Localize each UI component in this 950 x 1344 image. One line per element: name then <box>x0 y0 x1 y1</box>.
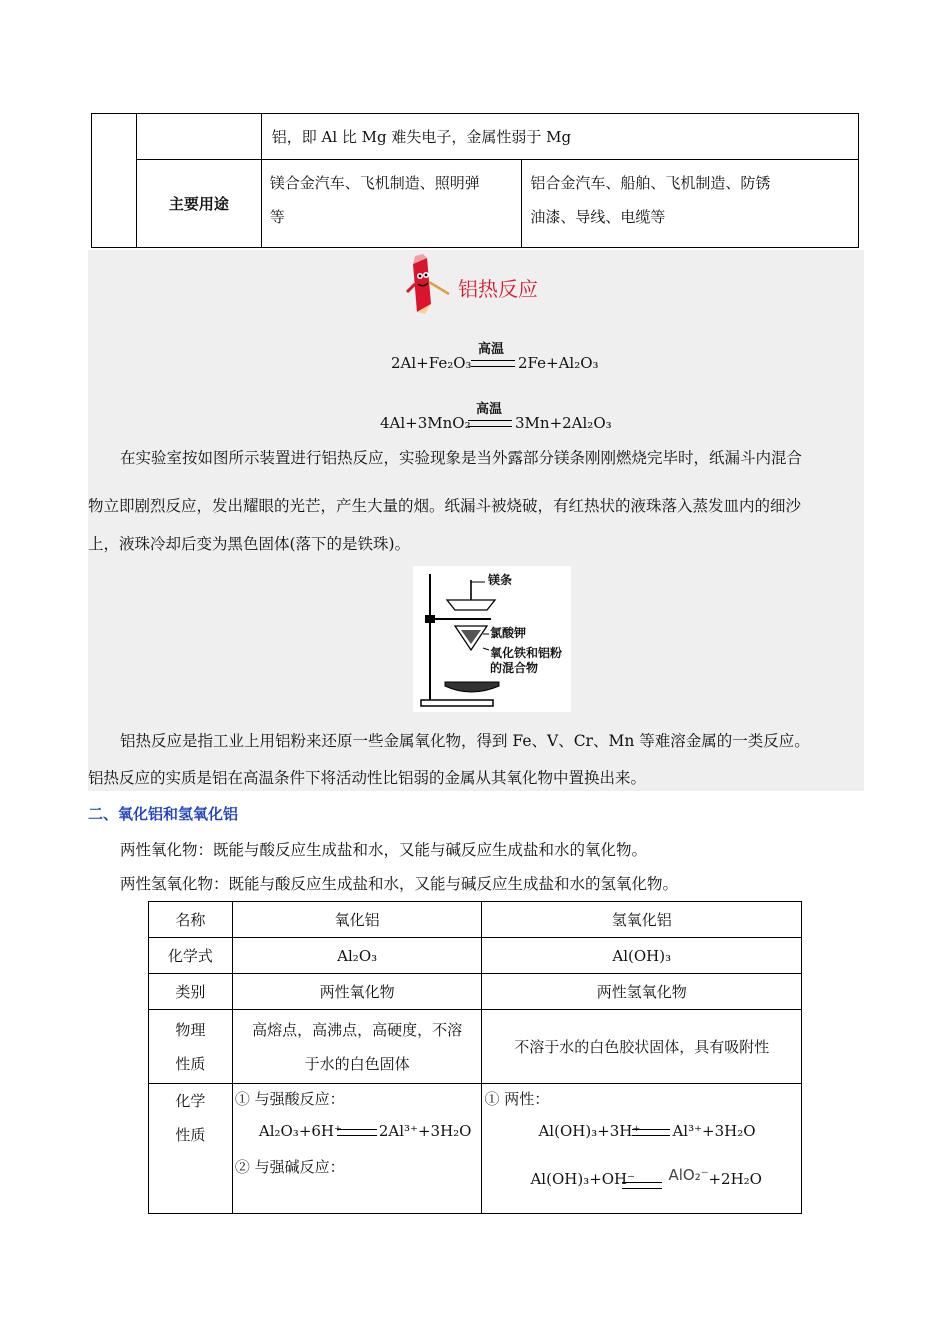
equals-sign <box>632 1129 670 1136</box>
table-cell <box>232 1084 482 1214</box>
cell-line: ① 两性： <box>484 1090 550 1108</box>
table-header: 氢氧化铝 <box>482 902 802 938</box>
properties-table <box>91 113 859 248</box>
reaction-left: Al(OH)₃+3H⁺ <box>538 1122 641 1140</box>
table-cell-empty <box>92 114 137 248</box>
table-cell <box>232 1010 482 1084</box>
cell-line: 镁合金汽车、飞机制造、照明弹 <box>269 174 480 192</box>
cell-line: ① 与强酸反应： <box>234 1090 345 1108</box>
thermite-title: 铝热反应 <box>458 277 538 301</box>
cell-line: ② 与强碱反应： <box>234 1158 345 1176</box>
section-heading: 二、氧化铝和氢氧化铝 <box>88 805 239 823</box>
reaction-left: 2Al+Fe₂O₃ <box>391 354 472 372</box>
figure-label: 镁条 <box>488 573 513 587</box>
cell-line: 油漆、导线、电缆等 <box>530 208 666 226</box>
paragraph-line: 物立即剧烈反应，发出耀眼的光芒，产生大量的烟。纸漏斗被烧破，有红热状的液珠落入蒸发皿内的细沙 <box>88 497 802 515</box>
reaction-right: 3Mn+2Al₂O₃ <box>515 414 612 432</box>
cell-line: 等 <box>269 208 285 226</box>
table-row-label: 类别 <box>149 974 233 1010</box>
table-row-label: 主要用途 <box>136 160 261 248</box>
figure-label: 的混合物 <box>490 661 539 675</box>
thermite-section <box>88 250 864 791</box>
table-row-label <box>149 1010 233 1084</box>
table-cell: 两性氢氧化物 <box>482 974 802 1010</box>
apparatus-figure <box>413 566 571 712</box>
label-line: 性质 <box>175 1126 206 1144</box>
table-row-label: 化学式 <box>149 938 233 974</box>
table-row-label <box>149 1084 233 1214</box>
table-cell <box>261 160 522 248</box>
reaction-condition: 高温 <box>478 342 505 357</box>
equals-sign <box>468 420 512 427</box>
table-cell: Al₂O₃ <box>232 938 482 974</box>
reaction-right: 2Fe+Al₂O₃ <box>518 354 599 372</box>
figure-label: 氧化铁和铝粉 <box>490 646 563 660</box>
definition-line: 两性氧化物：既能与酸反应生成盐和水，又能与碱反应生成盐和水的氧化物。 <box>120 841 648 859</box>
reaction-condition: 高温 <box>476 402 503 417</box>
cell-line: 于水的白色固体 <box>304 1054 410 1073</box>
table-cell <box>482 1084 802 1214</box>
reaction-right: 2Al³⁺+3H₂O <box>378 1122 472 1140</box>
reaction-left: Al(OH)₃+OH⁻ <box>530 1170 636 1188</box>
definition-line: 两性氢氧化物：既能与酸反应生成盐和水，又能与碱反应生成盐和水的氢氧化物。 <box>120 875 679 893</box>
table-header: 氧化铝 <box>232 902 482 938</box>
equals-sign <box>337 1129 377 1136</box>
table-cell-empty <box>136 114 261 160</box>
paragraph-line: 铝热反应的实质是铝在高温条件下将活动性比铝弱的金属从其氧化物中置换出来。 <box>88 769 647 787</box>
table-header: 名称 <box>149 902 233 938</box>
label-line: 物理 <box>175 1020 206 1039</box>
table-cell: Al(OH)₃ <box>482 938 802 974</box>
cell-line: 高熔点，高沸点，高硬度，不溶 <box>252 1020 463 1039</box>
figure-label: 氯酸钾 <box>490 626 527 640</box>
label-line: 化学 <box>175 1092 206 1110</box>
table-cell: 铝，即 Al 比 Mg 难失电子，金属性弱于 Mg <box>261 114 858 160</box>
cell-line: 铝合金汽车、船舶、飞机制造、防锈 <box>530 174 771 192</box>
paragraph-line: 在实验室按如图所示装置进行铝热反应，实验现象是当外露部分镁条刚刚燃烧完毕时，纸漏斗内混合 <box>120 449 803 467</box>
paragraph-line: 上，液珠冷却后变为黑色固体(落下的是铁珠)。 <box>88 535 411 553</box>
reaction-right: Al³⁺+3H₂O <box>672 1122 756 1140</box>
reaction-left: Al₂O₃+6H⁺ <box>258 1122 342 1140</box>
table-cell <box>522 160 859 248</box>
aluminate-formula: AlO₂⁻ <box>668 1166 709 1184</box>
reaction-right: +2H₂O <box>708 1170 762 1188</box>
table-cell: 不溶于水的白色胶状固体，具有吸附性 <box>482 1010 802 1084</box>
table-cell: 两性氧化物 <box>232 974 482 1010</box>
paragraph-line: 铝热反应是指工业上用铝粉来还原一些金属氧化物，得到 Fe、V、Cr、Mn 等难溶金属的一类反应。 <box>120 732 810 750</box>
label-line: 性质 <box>175 1054 206 1073</box>
pencil-mascot-icon <box>401 254 453 316</box>
reaction-left: 4Al+3MnO₂ <box>380 414 471 432</box>
equals-sign <box>471 360 515 367</box>
comparison-table <box>148 901 802 1214</box>
equals-sign <box>622 1182 662 1189</box>
